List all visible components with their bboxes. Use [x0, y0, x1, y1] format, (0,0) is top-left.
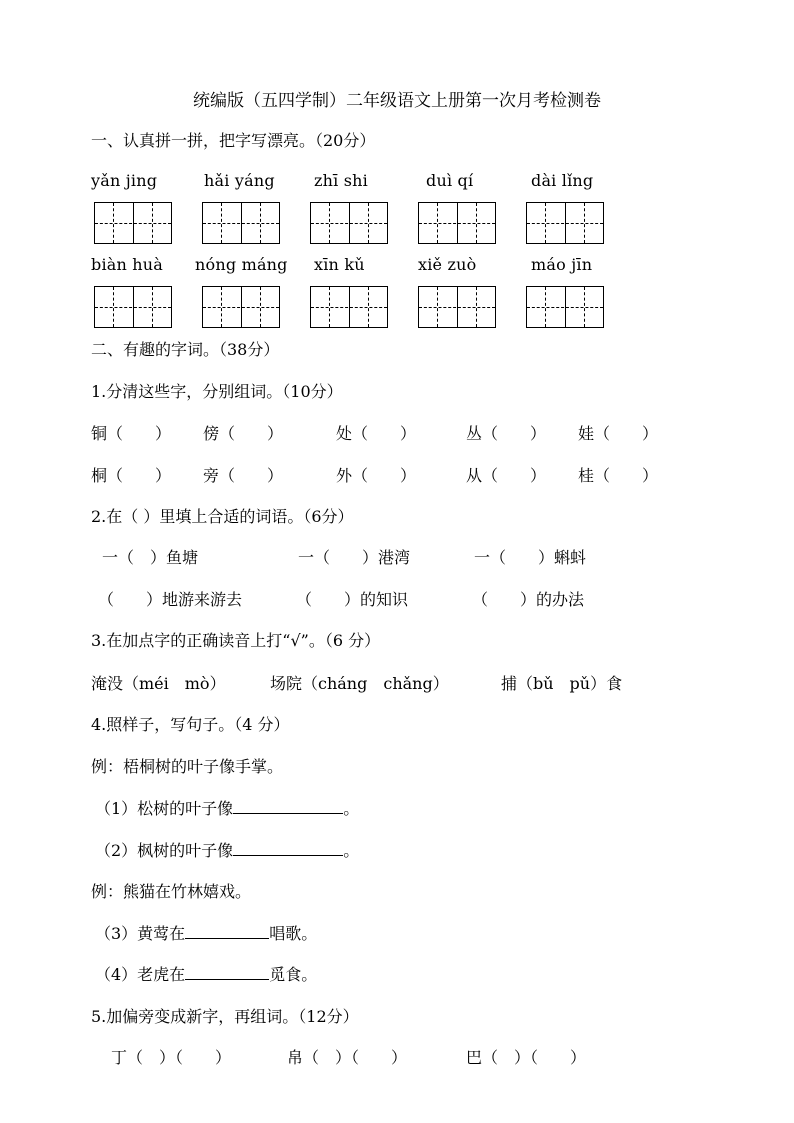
pinyin-label: xiě zuò — [418, 255, 477, 274]
radical-fill-item[interactable]: 丁（ ）（ ） — [111, 1048, 232, 1067]
pinyin-label: biàn huà — [91, 255, 164, 274]
pinyin-label: xīn kǔ — [314, 255, 365, 274]
pronunciation-item[interactable]: 捕（bǔ pǔ）食 — [501, 674, 623, 693]
sentence-suffix: 觅食。 — [269, 965, 318, 984]
writing-box[interactable] — [526, 202, 604, 244]
word-fill-item[interactable]: 娃（ ） — [578, 424, 659, 443]
pinyin-label: dài lǐng — [531, 171, 594, 190]
phrase-fill-item[interactable]: 一（ ）蝌蚪 — [474, 548, 587, 567]
pinyin-label: duì qí — [426, 171, 474, 190]
pronunciation-item[interactable]: 场院（cháng chǎng） — [270, 674, 449, 693]
phrase-fill-item[interactable]: （ ）地游来游去 — [98, 590, 243, 609]
pinyin-label: nóng máng — [195, 255, 288, 274]
word-fill-item[interactable]: 桐（ ） — [91, 466, 172, 485]
writing-box[interactable] — [202, 202, 280, 244]
word-fill-item[interactable]: 旁（ ） — [203, 466, 284, 485]
sentence-fill-4 — [95, 962, 317, 985]
q5-heading: 5.加偏旁变成新字，再组词。（12分） — [91, 1007, 359, 1026]
writing-box[interactable] — [94, 202, 172, 244]
word-fill-item[interactable]: 铜（ ） — [91, 424, 172, 443]
pinyin-label: yǎn jing — [91, 171, 158, 190]
q4-example-1: 例：梧桐树的叶子像手掌。 — [91, 757, 284, 776]
section2-heading: 二、有趣的字词。（38分） — [91, 340, 280, 359]
answer-blank[interactable] — [185, 924, 269, 939]
answer-blank[interactable] — [233, 799, 343, 814]
phrase-fill-item[interactable]: 一（ ）鱼塘 — [102, 548, 199, 567]
word-fill-item[interactable]: 处（ ） — [336, 424, 417, 443]
radical-fill-item[interactable]: 巴（ ）（ ） — [466, 1048, 587, 1067]
writing-box[interactable] — [94, 286, 172, 328]
q4-example-2: 例：熊猫在竹林嬉戏。 — [91, 882, 252, 901]
sentence-fill-1 — [95, 796, 359, 819]
phrase-fill-item[interactable]: 一（ ）港湾 — [298, 548, 411, 567]
sentence-suffix: 唱歌。 — [269, 924, 318, 943]
sentence-prefix: （2）枫树的叶子像 — [95, 841, 234, 860]
section1-heading: 一、认真拼一拼，把字写漂亮。（20分） — [91, 131, 376, 150]
writing-box[interactable] — [310, 286, 388, 328]
radical-fill-item[interactable]: 帛（ ）（ ） — [287, 1048, 408, 1067]
answer-blank[interactable] — [233, 841, 343, 856]
word-fill-item[interactable]: 傍（ ） — [203, 424, 284, 443]
phrase-fill-item[interactable]: （ ）的办法 — [472, 590, 585, 609]
sentence-suffix: 。 — [343, 841, 360, 860]
pinyin-label: hǎi yáng — [204, 171, 275, 190]
q1-heading: 1.分清这些字，分别组词。（10分） — [91, 382, 343, 401]
writing-box[interactable] — [526, 286, 604, 328]
q4-heading: 4.照样子，写句子。（4 分） — [91, 715, 290, 734]
answer-blank[interactable] — [185, 965, 269, 980]
writing-box[interactable] — [310, 202, 388, 244]
word-fill-item[interactable]: 丛（ ） — [466, 424, 547, 443]
phrase-fill-item[interactable]: （ ）的知识 — [296, 590, 409, 609]
q2-heading: 2.在（ ）里填上合适的词语。（6分） — [91, 507, 354, 526]
sentence-suffix: 。 — [343, 799, 360, 818]
sentence-fill-2 — [95, 838, 359, 861]
word-fill-item[interactable]: 桂（ ） — [578, 466, 659, 485]
q3-heading: 3.在加点字的正确读音上打“√”。（6 分） — [91, 631, 381, 650]
writing-box[interactable] — [418, 286, 496, 328]
writing-box[interactable] — [202, 286, 280, 328]
pinyin-label: máo jīn — [531, 255, 593, 274]
writing-box[interactable] — [418, 202, 496, 244]
word-fill-item[interactable]: 从（ ） — [466, 466, 547, 485]
pinyin-label: zhī shi — [314, 171, 368, 190]
sentence-fill-3 — [95, 921, 317, 944]
sentence-prefix: （1）松树的叶子像 — [95, 799, 234, 818]
sentence-prefix: （3）黄莺在 — [95, 924, 186, 943]
sentence-prefix: （4）老虎在 — [95, 965, 186, 984]
page-title: 统编版（五四学制）二年级语文上册第一次月考检测卷 — [193, 91, 601, 111]
word-fill-item[interactable]: 外（ ） — [336, 466, 417, 485]
pronunciation-item[interactable]: 淹没（méi mò） — [91, 674, 226, 693]
